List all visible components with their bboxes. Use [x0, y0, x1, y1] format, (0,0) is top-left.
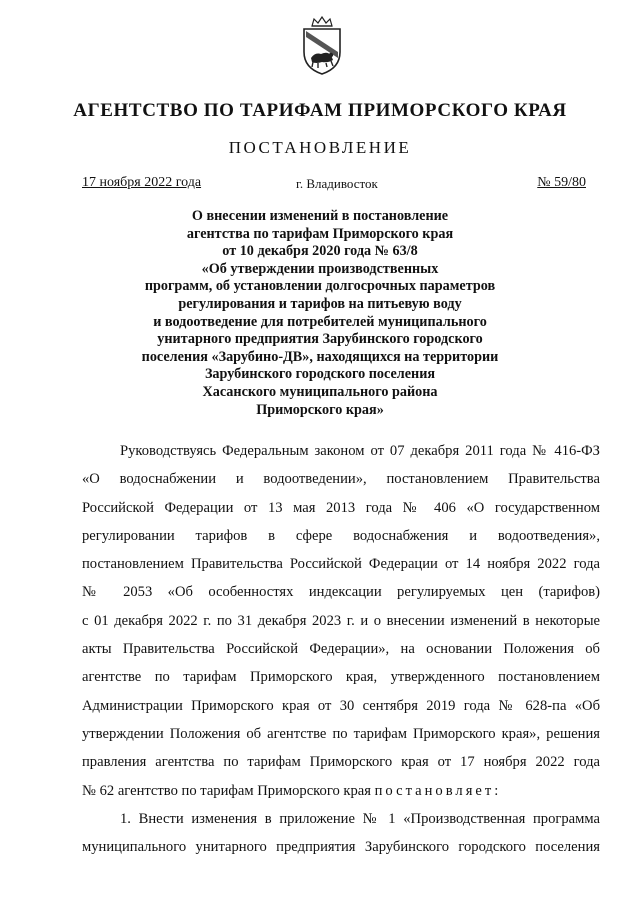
document-type: ПОСТАНОВЛЕНИЕ: [228, 138, 412, 157]
document-subject: [100, 208, 540, 419]
preamble-line: агентстве по тарифам Приморского края, утвержденного постановлением: [82, 669, 600, 686]
item-1-line: муниципального унитарного предприятия Зарубинского городского поселения: [82, 839, 600, 856]
decree-word: постановляет:: [374, 782, 502, 799]
preamble-final-text: № 62 агентство по тарифам Приморского края: [82, 782, 375, 799]
subject-line: Хасанского муниципального района: [202, 383, 438, 400]
preamble-line: Администрации Приморского края от 30 сентября 2019 года № 628-па «Об: [82, 697, 600, 714]
document-date: 17 ноября 2022 года: [82, 175, 202, 190]
subject-line: программ, об установлении долгосрочных параметров: [144, 278, 496, 295]
preamble-line: «О водоснабжении и водоотведении», постановлением Правительства: [82, 471, 600, 488]
preamble-line: акты Правительства Российской Федерации», на основании Положения об: [82, 641, 600, 658]
agency-title: АГЕНТСТВО ПО ТАРИФАМ ПРИМОРСКОГО КРАЯ: [73, 100, 567, 121]
preamble-final-line: [82, 777, 600, 805]
preamble-line: с 01 декабря 2022 г. по 31 декабря 2023 г. и о внесении изменений в некоторые: [82, 612, 600, 629]
subject-line: унитарного предприятия Зарубинского городского: [157, 331, 483, 348]
subject-line: Зарубинского городского поселения: [204, 366, 436, 383]
document-city: г. Владивосток: [296, 176, 378, 191]
preamble-line: Руководствуясь Федеральным законом от 07 декабря 2011 года № 416-ФЗ: [120, 443, 600, 459]
subject-line: и водоотведение для потребителей муниципального: [153, 313, 487, 330]
document-number: № 59/80: [537, 175, 586, 190]
item-1-line: 1. Внести изменения в приложение № 1 «Производственная программа: [120, 810, 600, 827]
preamble-line: регулировании тарифов в сфере водоснабжения и водоотведения»,: [82, 527, 600, 544]
subject-line: агентства по тарифам Приморского края: [186, 225, 454, 242]
subject-line: от 10 декабря 2020 года № 63/8: [222, 243, 418, 260]
subject-line: О внесении изменений в постановление: [191, 208, 449, 224]
preamble-line: правления агентства по тарифам Приморского края от 17 ноября 2022 года: [82, 754, 600, 771]
preamble-line: Российской Федерации от 13 мая 2013 года № 406 «О государственном: [82, 499, 600, 516]
preamble-line: постановлением Правительства Российской Федерации от 14 ноября 2022 года: [82, 556, 600, 573]
preamble-line: № 2053 «Об особенностях индексации регулируемых цен (тарифов): [82, 584, 600, 601]
subject-line: «Об утверждении производственных: [201, 260, 439, 277]
coat-of-arms-icon: [300, 16, 344, 76]
subject-line: регулирования и тарифов на питьевую воду: [178, 295, 462, 312]
preamble-line: утверждении Положения об агентстве по тарифам Приморского края», решения: [82, 725, 600, 742]
subject-line: Приморского края»: [256, 401, 384, 418]
subject-line: поселения «Зарубино-ДВ», находящихся на территории: [141, 348, 499, 365]
document-body: [82, 437, 600, 861]
